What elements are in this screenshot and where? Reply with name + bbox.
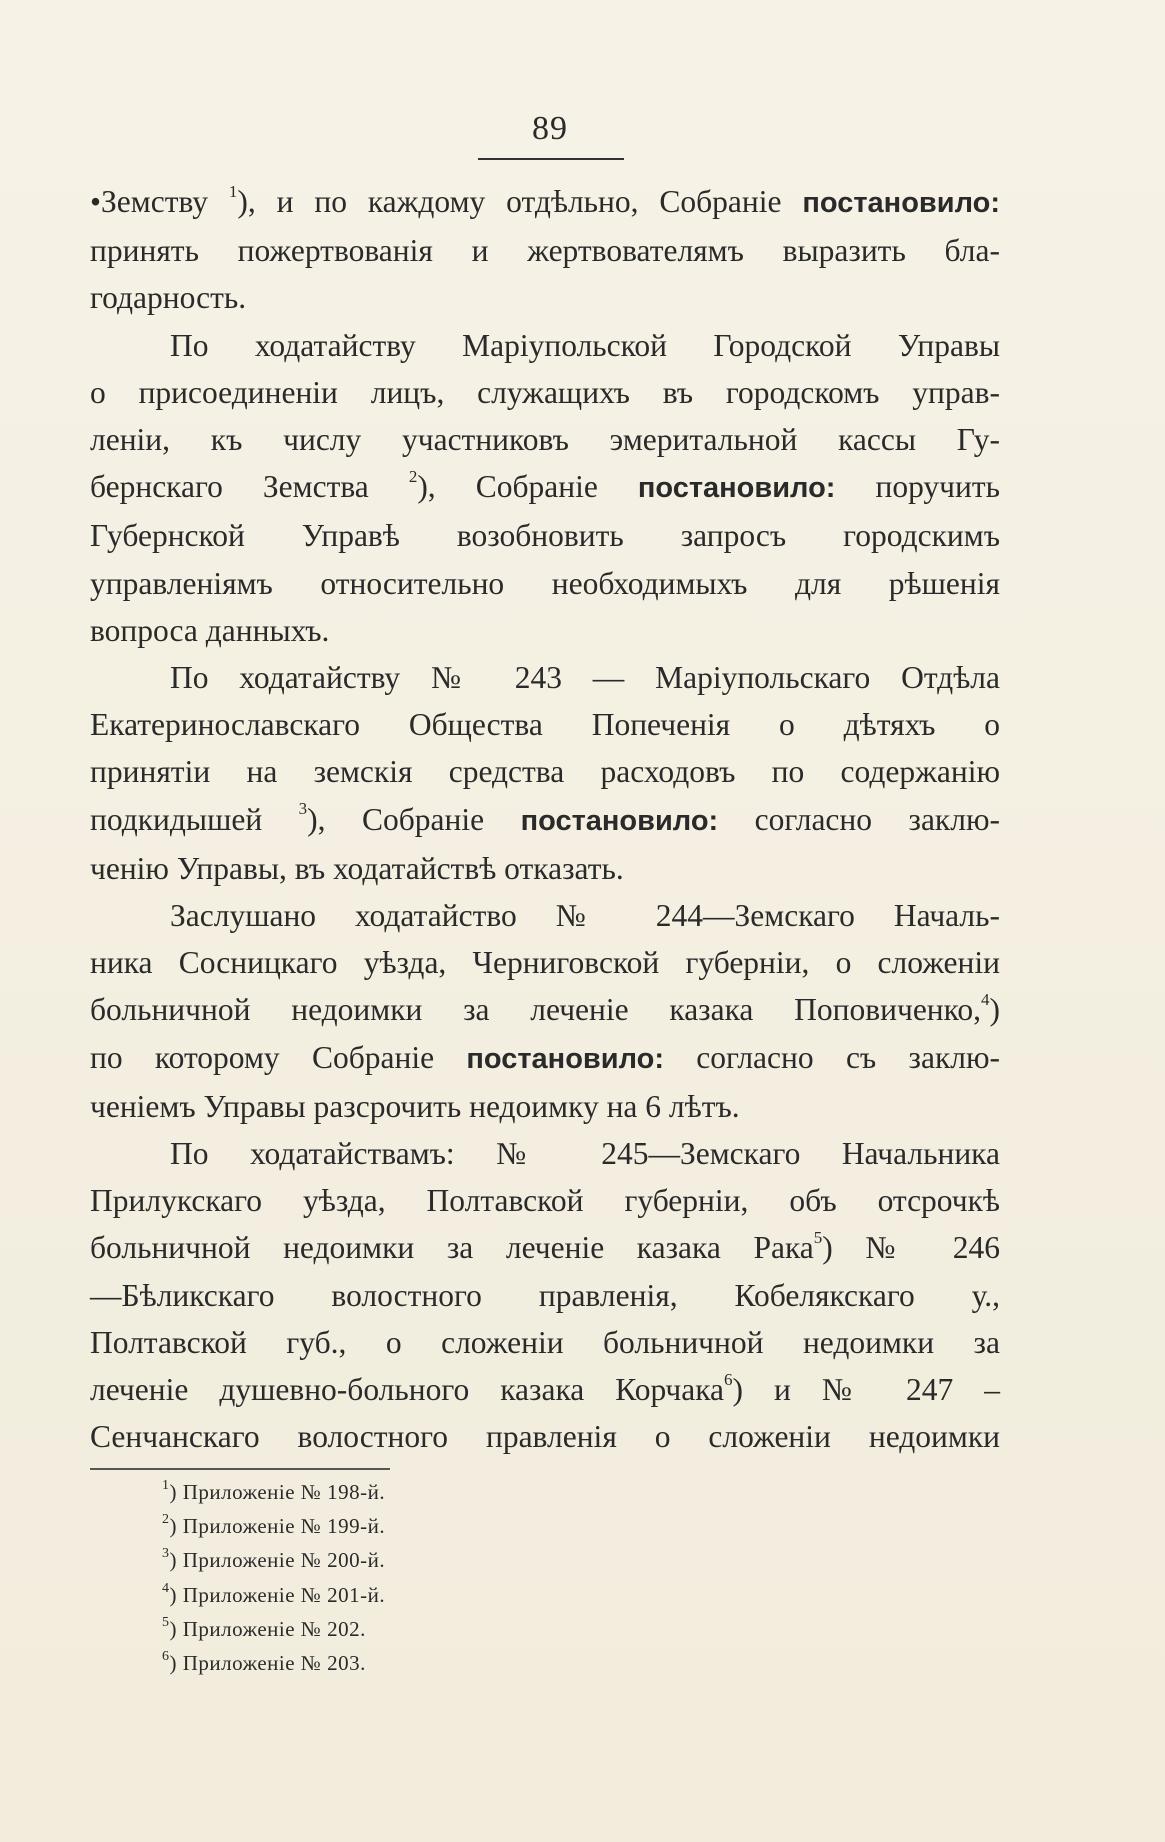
- line-text: подкидышей: [90, 801, 299, 837]
- text-line: [90, 1130, 1000, 1177]
- text-line: [90, 1272, 1000, 1319]
- text-line: [90, 845, 1000, 892]
- line-text: леніи, къ числу участниковъ эмеритальной кассы Гу-: [90, 422, 1000, 458]
- line-text: ): [989, 992, 1000, 1028]
- text-line: [90, 227, 1000, 274]
- footnote-reference: 3: [298, 799, 308, 819]
- line-text: ченіемъ Управы разсрочить недоимку на 6 лѣтъ.: [90, 1088, 740, 1124]
- text-line: [90, 1034, 1000, 1083]
- line-text: бернскаго Земства: [90, 469, 409, 505]
- footnote-reference: 6: [724, 1369, 733, 1389]
- footnote-text: ) Приложеніе № 199-й.: [169, 1514, 386, 1539]
- line-text: согласно заклю-: [718, 801, 1000, 837]
- line-text: По ходатайству Маріупольской Городской Управы: [170, 327, 1000, 363]
- text-line: [90, 892, 1000, 939]
- line-text: леченіе душевно-больного казака Корчака: [90, 1372, 725, 1408]
- footnote-reference: 1: [228, 181, 238, 201]
- text-line: [90, 274, 1000, 321]
- footnote-mark: 5: [162, 1614, 170, 1630]
- footnote-rule: [90, 1468, 390, 1470]
- text-line: [90, 512, 1000, 559]
- line-text: годарность.: [90, 280, 247, 316]
- text-line: [90, 560, 1000, 607]
- line-text: По ходатайствамъ: № 245—Земскаго Начальника: [170, 1136, 1000, 1172]
- line-text: больничной недоимки за леченіе казака Рака: [90, 1230, 814, 1266]
- line-text: принять пожертвованія и жертвователямъ выразить бла-: [90, 233, 1000, 269]
- line-text: вопроса данныхъ.: [90, 612, 330, 648]
- text-line: [90, 463, 1000, 512]
- text-line: [90, 178, 1000, 227]
- footnote: [162, 1475, 385, 1509]
- page-number-rule: [478, 158, 624, 160]
- text-line: [90, 1177, 1000, 1224]
- text-line: [90, 796, 1000, 845]
- footnote-mark: 2: [162, 1512, 170, 1528]
- line-text: ), Собраніе: [307, 801, 521, 837]
- line-text: управленіямъ относительно необходимыхъ для рѣшенія: [90, 565, 1000, 601]
- text-line: [90, 369, 1000, 416]
- footnote: [162, 1578, 385, 1612]
- footnote: [162, 1509, 385, 1543]
- footnote-reference: 5: [813, 1227, 823, 1247]
- text-line: [90, 986, 1000, 1033]
- footnote-mark: 1: [162, 1478, 170, 1493]
- line-text: Екатеринославскаго Общества Попеченія о дѣтяхъ о: [90, 707, 1000, 743]
- line-text: •Земству: [90, 184, 229, 219]
- text-line: [90, 1413, 1000, 1460]
- line-text: Сенчанскаго волостного правленія о сложеніи недоимки: [90, 1419, 1000, 1455]
- footnote-mark: 4: [162, 1580, 170, 1596]
- footnote: [162, 1612, 385, 1646]
- line-text: Губернской Управѣ возобновить запросъ городскимъ: [90, 518, 1000, 554]
- line-text: ) № 246: [822, 1230, 1001, 1266]
- text-line: [90, 1224, 1000, 1271]
- footnote-reference: 2: [408, 466, 418, 486]
- text-line: [90, 654, 1000, 701]
- line-text: поручить: [835, 469, 1000, 505]
- text-line: [90, 607, 1000, 654]
- line-text: о присоединеніи лицъ, служащихъ въ городскомъ управ-: [90, 374, 1000, 410]
- footnote-text: ) Приложеніе № 201-й.: [169, 1582, 386, 1607]
- footnote: [162, 1646, 385, 1680]
- line-text: согласно съ заклю-: [663, 1039, 1000, 1075]
- footnote: [162, 1543, 385, 1577]
- resolution-keyword: постановило:: [520, 804, 719, 837]
- text-line: [90, 1083, 1000, 1130]
- line-text: ), и по каждому отдѣльно, Собраніе: [237, 184, 803, 219]
- text-line: [90, 416, 1000, 463]
- body-text: [90, 178, 1000, 1460]
- line-text: по которому Собраніе: [90, 1039, 467, 1075]
- line-text: ), Собраніе: [417, 469, 638, 505]
- resolution-keyword: постановило:: [466, 1042, 664, 1075]
- footnote-text: ) Приложеніе № 202.: [169, 1616, 366, 1641]
- line-text: Прилукскаго уѣзда, Полтавской губерніи, объ отсрочкѣ: [90, 1183, 1000, 1219]
- text-line: [90, 748, 1000, 795]
- footnote-text: ) Приложеніе № 200-й.: [169, 1548, 386, 1573]
- line-text: ника Сосницкаго уѣзда, Черниговской губерніи, о сложеніи: [90, 945, 1000, 981]
- line-text: Полтавской губ., о сложеніи больничной недоимки за: [90, 1324, 1000, 1360]
- text-line: [90, 939, 1000, 986]
- footnotes: [162, 1475, 385, 1680]
- line-text: ченію Управы, въ ходатайствѣ отказать.: [90, 850, 624, 886]
- page-number: 89: [532, 110, 568, 147]
- footnote-text: ) Приложеніе № 203.: [169, 1651, 366, 1676]
- footnote-text: ) Приложеніе № 198-й.: [169, 1480, 386, 1504]
- resolution-keyword: постановило:: [637, 472, 836, 505]
- text-line: [90, 322, 1000, 369]
- text-line: [90, 1319, 1000, 1366]
- line-text: больничной недоимки за леченіе казака Поповиченко,: [90, 992, 981, 1028]
- footnote-mark: 3: [162, 1546, 170, 1562]
- footnote-reference: 4: [981, 989, 990, 1009]
- text-line: [90, 701, 1000, 748]
- line-text: Заслушано ходатайство № 244—Земскаго Началь-: [170, 898, 1000, 934]
- line-text: ) и № 247 –: [732, 1372, 1000, 1408]
- line-text: По ходатайству № 243 — Маріупольскаго Отдѣла: [170, 660, 1000, 696]
- line-text: принятіи на земскія средства расходовъ по содержанію: [90, 754, 1000, 790]
- text-line: [90, 1366, 1000, 1413]
- line-text: —Бѣликскаго волостного правленія, Кобелякскаго у.,: [90, 1277, 1000, 1313]
- resolution-keyword: постановило:: [802, 187, 1000, 219]
- footnote-mark: 6: [162, 1649, 170, 1665]
